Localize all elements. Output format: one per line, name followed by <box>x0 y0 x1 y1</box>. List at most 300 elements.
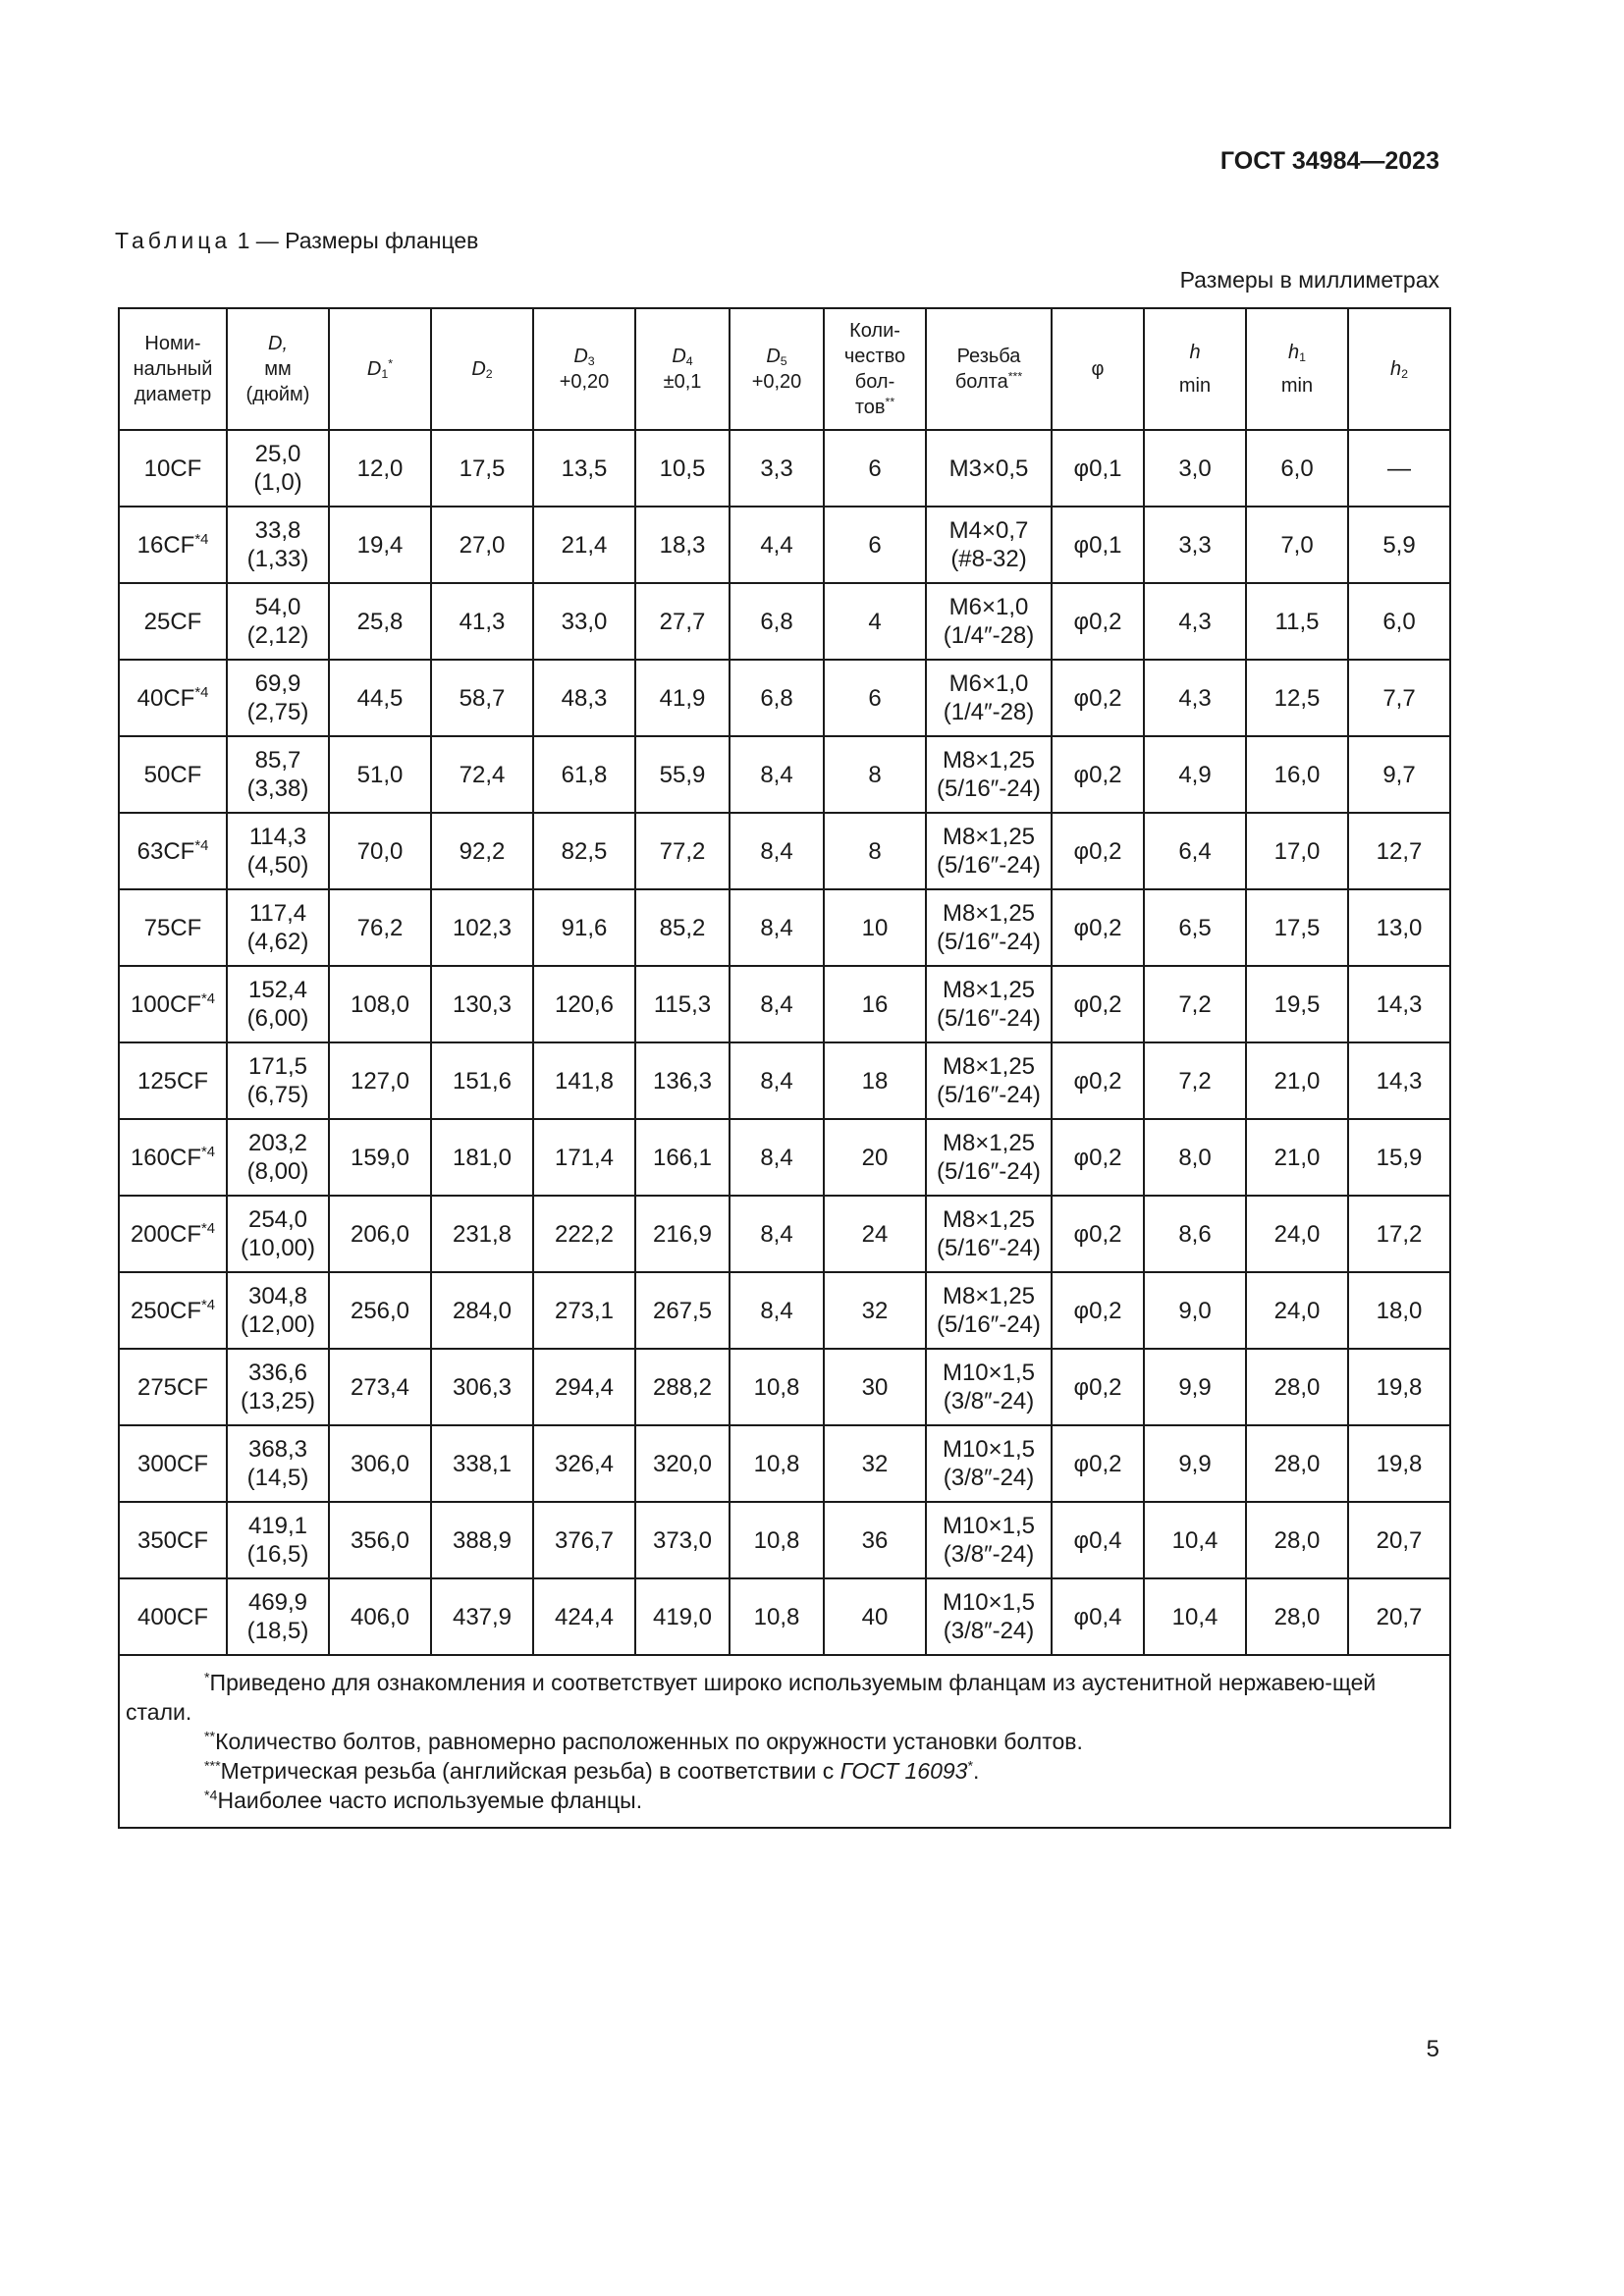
col-bolt-count: Коли- чество бол- тов** <box>824 308 926 430</box>
cell-phi: φ0,2 <box>1052 813 1144 889</box>
cell-d3: 273,1 <box>533 1272 635 1349</box>
cell-d5: 8,4 <box>730 1196 824 1272</box>
cell-nominal <box>119 1502 227 1578</box>
cell-d4: 166,1 <box>635 1119 730 1196</box>
cell-d4: 136,3 <box>635 1042 730 1119</box>
cell-h1: 21,0 <box>1246 1042 1348 1119</box>
cell-h1: 24,0 <box>1246 1272 1348 1349</box>
cell-nominal <box>119 1196 227 1272</box>
cell-d4: 115,3 <box>635 966 730 1042</box>
nominal-footnote-mark: *4 <box>194 837 209 854</box>
cell-phi: φ0,4 <box>1052 1578 1144 1655</box>
cell-h: 4,3 <box>1144 583 1246 660</box>
col-d3: $D_3$ +0,20 <box>533 308 635 430</box>
cell-thread <box>926 1119 1052 1196</box>
cell-nominal <box>119 1119 227 1196</box>
cell-h2: 7,7 <box>1348 660 1450 736</box>
cell-bolts: 4 <box>824 583 926 660</box>
d-inch: (6,00) <box>246 1005 309 1032</box>
nominal-footnote-mark: *4 <box>200 1144 216 1160</box>
thread-inch: (5/16″-24) <box>937 1005 1041 1032</box>
table-row <box>119 660 1450 736</box>
cell-h: 9,9 <box>1144 1425 1246 1502</box>
nominal-value: 50CF <box>143 761 202 788</box>
cell-d2: 306,3 <box>431 1349 533 1425</box>
cell-d2: 231,8 <box>431 1196 533 1272</box>
thread-metric: M10×1,5 <box>942 1589 1036 1616</box>
cell-bolts: 8 <box>824 813 926 889</box>
thread-metric: M8×1,25 <box>942 1283 1036 1309</box>
cell-d5: 6,8 <box>730 583 824 660</box>
thread-inch: (3/8″-24) <box>943 1541 1035 1568</box>
cell-thread <box>926 813 1052 889</box>
cell-h2: 18,0 <box>1348 1272 1450 1349</box>
thread-inch: (3/8″-24) <box>943 1465 1035 1491</box>
cell-d5: 8,4 <box>730 966 824 1042</box>
cell-phi: φ0,2 <box>1052 966 1144 1042</box>
flange-dimensions-table <box>118 307 1451 1829</box>
cell-d <box>227 660 329 736</box>
cell-bolts: 30 <box>824 1349 926 1425</box>
units-note: Размеры в миллиметрах <box>1179 267 1439 293</box>
cell-thread <box>926 1042 1052 1119</box>
d-inch: (14,5) <box>246 1465 309 1491</box>
cell-d3: 33,0 <box>533 583 635 660</box>
cell-h2: 6,0 <box>1348 583 1450 660</box>
cell-phi: φ0,1 <box>1052 507 1144 583</box>
d-mm: 203,2 <box>247 1130 308 1156</box>
cell-nominal <box>119 660 227 736</box>
cell-thread <box>926 430 1052 507</box>
cell-h1: 21,0 <box>1246 1119 1348 1196</box>
cell-d2: 58,7 <box>431 660 533 736</box>
cell-d5: 8,4 <box>730 1272 824 1349</box>
cell-bolts: 6 <box>824 507 926 583</box>
cell-h: 9,0 <box>1144 1272 1246 1349</box>
cell-h1: 16,0 <box>1246 736 1348 813</box>
cell-h: 7,2 <box>1144 1042 1246 1119</box>
col-d4-tolerance: ±0,1 <box>663 371 702 393</box>
standard-designation: ГОСТ 34984—2023 <box>1219 147 1439 175</box>
cell-d <box>227 889 329 966</box>
cell-phi: φ0,2 <box>1052 660 1144 736</box>
thread-metric: M8×1,25 <box>942 824 1036 850</box>
cell-bolts: 32 <box>824 1425 926 1502</box>
cell-d1: 356,0 <box>329 1502 431 1578</box>
cell-nominal <box>119 430 227 507</box>
cell-h: 4,9 <box>1144 736 1246 813</box>
cell-d <box>227 736 329 813</box>
table-row <box>119 1272 1450 1349</box>
nominal-value: 400CF <box>136 1603 209 1630</box>
cell-d3: 82,5 <box>533 813 635 889</box>
d-inch: (3,38) <box>246 775 309 802</box>
cell-h1: 12,5 <box>1246 660 1348 736</box>
cell-d1: 273,4 <box>329 1349 431 1425</box>
nominal-footnote-mark: *4 <box>194 684 209 701</box>
cell-h1: 19,5 <box>1246 966 1348 1042</box>
cell-d2: 437,9 <box>431 1578 533 1655</box>
thread-metric: M8×1,25 <box>942 747 1036 774</box>
d-inch: (1,0) <box>253 469 302 496</box>
d-inch: (18,5) <box>246 1618 309 1644</box>
cell-d4: 267,5 <box>635 1272 730 1349</box>
cell-nominal <box>119 1272 227 1349</box>
thread-metric: M6×1,0 <box>948 670 1029 697</box>
col-d3-tolerance: +0,20 <box>559 371 610 393</box>
cell-h: 6,4 <box>1144 813 1246 889</box>
thread-inch: (5/16″-24) <box>937 775 1041 802</box>
cell-h1: 24,0 <box>1246 1196 1348 1272</box>
cell-d3: 91,6 <box>533 889 635 966</box>
d-inch: (4,62) <box>246 929 309 955</box>
cell-d <box>227 1502 329 1578</box>
thread-metric: M10×1,5 <box>942 1513 1036 1539</box>
cell-d <box>227 507 329 583</box>
cell-d3: 171,4 <box>533 1119 635 1196</box>
cell-d1: 19,4 <box>329 507 431 583</box>
cell-h2: 14,3 <box>1348 966 1450 1042</box>
cell-d <box>227 1578 329 1655</box>
table-row <box>119 507 1450 583</box>
table-row <box>119 1425 1450 1502</box>
cell-h: 4,3 <box>1144 660 1246 736</box>
d-inch: (8,00) <box>246 1158 309 1185</box>
cell-d2: 17,5 <box>431 430 533 507</box>
cell-h2: — <box>1348 430 1450 507</box>
nominal-value: 63CF <box>136 837 195 865</box>
cell-h: 3,3 <box>1144 507 1246 583</box>
table-row <box>119 1042 1450 1119</box>
nominal-value: 275CF <box>136 1373 209 1401</box>
table-caption-title: — Размеры фланцев <box>255 228 479 253</box>
cell-h2: 20,7 <box>1348 1502 1450 1578</box>
cell-thread <box>926 1272 1052 1349</box>
note-4: $^{*4}$Наиболее часто используемые фланцы. <box>204 1788 643 1813</box>
table-caption <box>115 228 478 254</box>
cell-h: 6,5 <box>1144 889 1246 966</box>
cell-d2: 102,3 <box>431 889 533 966</box>
cell-d3: 376,7 <box>533 1502 635 1578</box>
col-d <box>227 308 329 430</box>
col-h1: $h_1$ min <box>1246 308 1348 430</box>
nominal-value: 40CF <box>136 684 195 712</box>
cell-thread <box>926 966 1052 1042</box>
col-phi: φ <box>1052 308 1144 430</box>
cell-thread <box>926 736 1052 813</box>
thread-metric: M8×1,25 <box>942 900 1036 927</box>
cell-phi: φ0,2 <box>1052 1425 1144 1502</box>
col-h: h min <box>1144 308 1246 430</box>
cell-d3: 21,4 <box>533 507 635 583</box>
d-mm: 304,8 <box>247 1283 308 1309</box>
cell-nominal <box>119 1425 227 1502</box>
col-d5-tolerance: +0,20 <box>751 371 802 393</box>
cell-d <box>227 966 329 1042</box>
thread-inch: (5/16″-24) <box>937 929 1041 955</box>
cell-h1: 17,0 <box>1246 813 1348 889</box>
d-mm: 114,3 <box>248 824 307 850</box>
cell-d5: 10,8 <box>730 1502 824 1578</box>
cell-d1: 70,0 <box>329 813 431 889</box>
table-header-row <box>119 308 1450 430</box>
cell-h2: 15,9 <box>1348 1119 1450 1196</box>
col-d5: $D_5$ +0,20 <box>730 308 824 430</box>
cell-phi: φ0,2 <box>1052 1196 1144 1272</box>
cell-h1: 7,0 <box>1246 507 1348 583</box>
cell-h: 8,0 <box>1144 1119 1246 1196</box>
d-mm: 171,5 <box>247 1053 308 1080</box>
cell-h2: 17,2 <box>1348 1196 1450 1272</box>
thread-inch: (3/8″-24) <box>943 1618 1035 1644</box>
note-1: *Приведено для ознакомления и соответствует широко используемым фланцам из аустенитной нержавею-щей стали. <box>126 1670 1377 1725</box>
cell-d <box>227 583 329 660</box>
table-row <box>119 1578 1450 1655</box>
cell-bolts: 8 <box>824 736 926 813</box>
d-mm: 469,9 <box>247 1589 308 1616</box>
cell-d4: 373,0 <box>635 1502 730 1578</box>
cell-h2: 14,3 <box>1348 1042 1450 1119</box>
d-inch: (2,75) <box>246 699 309 725</box>
table-caption-number: 1 <box>237 228 250 253</box>
cell-bolts: 20 <box>824 1119 926 1196</box>
cell-d4: 320,0 <box>635 1425 730 1502</box>
cell-d4: 10,5 <box>635 430 730 507</box>
cell-phi: φ0,2 <box>1052 583 1144 660</box>
cell-bolts: 6 <box>824 660 926 736</box>
cell-d1: 306,0 <box>329 1425 431 1502</box>
nominal-value: 200CF <box>130 1220 201 1248</box>
table-row <box>119 1502 1450 1578</box>
thread-metric: M4×0,7 <box>948 517 1029 544</box>
nominal-footnote-mark: *4 <box>200 990 216 1007</box>
col-d-unit: мм <box>264 358 292 380</box>
cell-h2: 13,0 <box>1348 889 1450 966</box>
thread-inch: (1/4″-28) <box>943 622 1035 649</box>
cell-d5: 8,4 <box>730 1119 824 1196</box>
col-d-symbol: D, <box>268 333 288 354</box>
cell-d1: 108,0 <box>329 966 431 1042</box>
cell-d1: 76,2 <box>329 889 431 966</box>
table-row <box>119 1196 1450 1272</box>
cell-h1: 28,0 <box>1246 1578 1348 1655</box>
cell-h2: 20,7 <box>1348 1578 1450 1655</box>
col-d1: $D_1^*$ <box>329 308 431 430</box>
cell-d2: 72,4 <box>431 736 533 813</box>
cell-bolts: 24 <box>824 1196 926 1272</box>
thread-metric: M8×1,25 <box>942 1053 1036 1080</box>
cell-thread <box>926 1196 1052 1272</box>
d-inch: (2,12) <box>246 622 309 649</box>
cell-d3: 61,8 <box>533 736 635 813</box>
thread-inch: (5/16″-24) <box>937 1311 1041 1338</box>
nominal-value: 10CF <box>143 454 202 482</box>
d-mm: 368,3 <box>247 1436 308 1463</box>
cell-d2: 27,0 <box>431 507 533 583</box>
thread-metric: M6×1,0 <box>948 594 1029 620</box>
thread-metric: M8×1,25 <box>942 1206 1036 1233</box>
cell-d4: 85,2 <box>635 889 730 966</box>
cell-phi: φ0,2 <box>1052 889 1144 966</box>
d-inch: (6,75) <box>246 1082 309 1108</box>
cell-d <box>227 1349 329 1425</box>
d-mm: 152,4 <box>247 977 308 1003</box>
cell-h: 10,4 <box>1144 1502 1246 1578</box>
table-row <box>119 1119 1450 1196</box>
cell-d5: 8,4 <box>730 889 824 966</box>
cell-phi: φ0,2 <box>1052 1272 1144 1349</box>
cell-d5: 10,8 <box>730 1425 824 1502</box>
d-mm: 117,4 <box>248 900 307 927</box>
cell-thread <box>926 1425 1052 1502</box>
nominal-footnote-mark: *4 <box>200 1297 216 1313</box>
cell-nominal <box>119 736 227 813</box>
cell-d1: 256,0 <box>329 1272 431 1349</box>
cell-d5: 8,4 <box>730 813 824 889</box>
cell-d2: 130,3 <box>431 966 533 1042</box>
d-mm: 25,0 <box>254 441 301 467</box>
cell-thread <box>926 1349 1052 1425</box>
cell-d <box>227 1196 329 1272</box>
col-bolt-thread: Резьба болта*** <box>926 308 1052 430</box>
thread-metric: M10×1,5 <box>942 1360 1036 1386</box>
cell-thread <box>926 889 1052 966</box>
cell-h: 7,2 <box>1144 966 1246 1042</box>
cell-d4: 419,0 <box>635 1578 730 1655</box>
cell-d4: 41,9 <box>635 660 730 736</box>
cell-h: 8,6 <box>1144 1196 1246 1272</box>
note-3-reference: ГОСТ 16093 <box>839 1758 968 1784</box>
cell-d1: 159,0 <box>329 1119 431 1196</box>
col-nominal-line: Номи- <box>144 333 201 354</box>
nominal-value: 250CF <box>130 1297 201 1324</box>
cell-d3: 222,2 <box>533 1196 635 1272</box>
d-inch: (10,00) <box>240 1235 316 1261</box>
cell-d1: 25,8 <box>329 583 431 660</box>
table-row <box>119 583 1450 660</box>
cell-nominal <box>119 1349 227 1425</box>
thread-inch: (3/8″-24) <box>943 1388 1035 1415</box>
cell-nominal <box>119 1042 227 1119</box>
cell-thread <box>926 583 1052 660</box>
cell-d <box>227 1425 329 1502</box>
cell-d2: 388,9 <box>431 1502 533 1578</box>
thread-inch: (5/16″-24) <box>937 1082 1041 1108</box>
col-h2: $h_2$ <box>1348 308 1450 430</box>
cell-bolts: 32 <box>824 1272 926 1349</box>
nominal-value: 125CF <box>136 1067 209 1095</box>
cell-h1: 28,0 <box>1246 1425 1348 1502</box>
cell-h2: 12,7 <box>1348 813 1450 889</box>
cell-phi: φ0,1 <box>1052 430 1144 507</box>
cell-d2: 284,0 <box>431 1272 533 1349</box>
cell-d <box>227 1272 329 1349</box>
note-3: ***Метрическая резьба (английская резьба) в соответствии с ГОСТ 16093*. <box>204 1758 980 1784</box>
d-mm: 33,8 <box>254 517 301 544</box>
cell-d3: 141,8 <box>533 1042 635 1119</box>
cell-h1: 17,5 <box>1246 889 1348 966</box>
cell-d4: 18,3 <box>635 507 730 583</box>
cell-thread <box>926 1578 1052 1655</box>
cell-d3: 294,4 <box>533 1349 635 1425</box>
cell-phi: φ0,2 <box>1052 1042 1144 1119</box>
cell-bolts: 36 <box>824 1502 926 1578</box>
col-nominal-line: нальный <box>133 358 213 380</box>
cell-d5: 8,4 <box>730 736 824 813</box>
d-mm: 419,1 <box>247 1513 308 1539</box>
cell-d <box>227 1119 329 1196</box>
cell-d2: 181,0 <box>431 1119 533 1196</box>
cell-d1: 127,0 <box>329 1042 431 1119</box>
d-mm: 54,0 <box>254 594 301 620</box>
cell-d3: 120,6 <box>533 966 635 1042</box>
cell-h2: 19,8 <box>1348 1349 1450 1425</box>
d-mm: 85,7 <box>254 747 301 774</box>
thread-metric: M3×0,5 <box>948 454 1029 482</box>
cell-h1: 11,5 <box>1246 583 1348 660</box>
table-row <box>119 430 1450 507</box>
cell-d1: 51,0 <box>329 736 431 813</box>
cell-d5: 10,8 <box>730 1578 824 1655</box>
d-inch: (4,50) <box>246 852 309 879</box>
cell-bolts: 16 <box>824 966 926 1042</box>
cell-nominal <box>119 1578 227 1655</box>
thread-metric: M8×1,25 <box>942 1130 1036 1156</box>
cell-d1: 406,0 <box>329 1578 431 1655</box>
d-inch: (16,5) <box>246 1541 309 1568</box>
d-mm: 69,9 <box>254 670 301 697</box>
cell-d1: 44,5 <box>329 660 431 736</box>
cell-thread <box>926 1502 1052 1578</box>
cell-d2: 151,6 <box>431 1042 533 1119</box>
cell-d4: 288,2 <box>635 1349 730 1425</box>
cell-d4: 77,2 <box>635 813 730 889</box>
cell-d <box>227 1042 329 1119</box>
cell-d1: 206,0 <box>329 1196 431 1272</box>
thread-inch: (#8-32) <box>950 546 1027 572</box>
cell-d3: 48,3 <box>533 660 635 736</box>
nominal-value: 100CF <box>130 990 201 1018</box>
nominal-value: 25CF <box>143 608 202 635</box>
cell-d5: 8,4 <box>730 1042 824 1119</box>
table-caption-prefix: Таблица <box>115 228 232 253</box>
col-nominal-diameter <box>119 308 227 430</box>
d-mm: 254,0 <box>247 1206 308 1233</box>
cell-h: 9,9 <box>1144 1349 1246 1425</box>
nominal-value: 16CF <box>136 531 195 559</box>
cell-d2: 92,2 <box>431 813 533 889</box>
cell-thread <box>926 660 1052 736</box>
cell-phi: φ0,2 <box>1052 1119 1144 1196</box>
d-inch: (1,33) <box>246 546 309 572</box>
col-d-inch: (дюйм) <box>245 384 310 405</box>
cell-d5: 3,3 <box>730 430 824 507</box>
cell-h1: 6,0 <box>1246 430 1348 507</box>
cell-h2: 9,7 <box>1348 736 1450 813</box>
cell-nominal <box>119 889 227 966</box>
cell-d4: 216,9 <box>635 1196 730 1272</box>
cell-d3: 326,4 <box>533 1425 635 1502</box>
cell-h2: 5,9 <box>1348 507 1450 583</box>
cell-d4: 27,7 <box>635 583 730 660</box>
cell-nominal <box>119 583 227 660</box>
nominal-value: 300CF <box>136 1450 209 1477</box>
cell-d5: 4,4 <box>730 507 824 583</box>
d-mm: 336,6 <box>247 1360 308 1386</box>
thread-inch: (1/4″-28) <box>943 699 1035 725</box>
cell-h1: 28,0 <box>1246 1502 1348 1578</box>
nominal-footnote-mark: *4 <box>200 1220 216 1237</box>
